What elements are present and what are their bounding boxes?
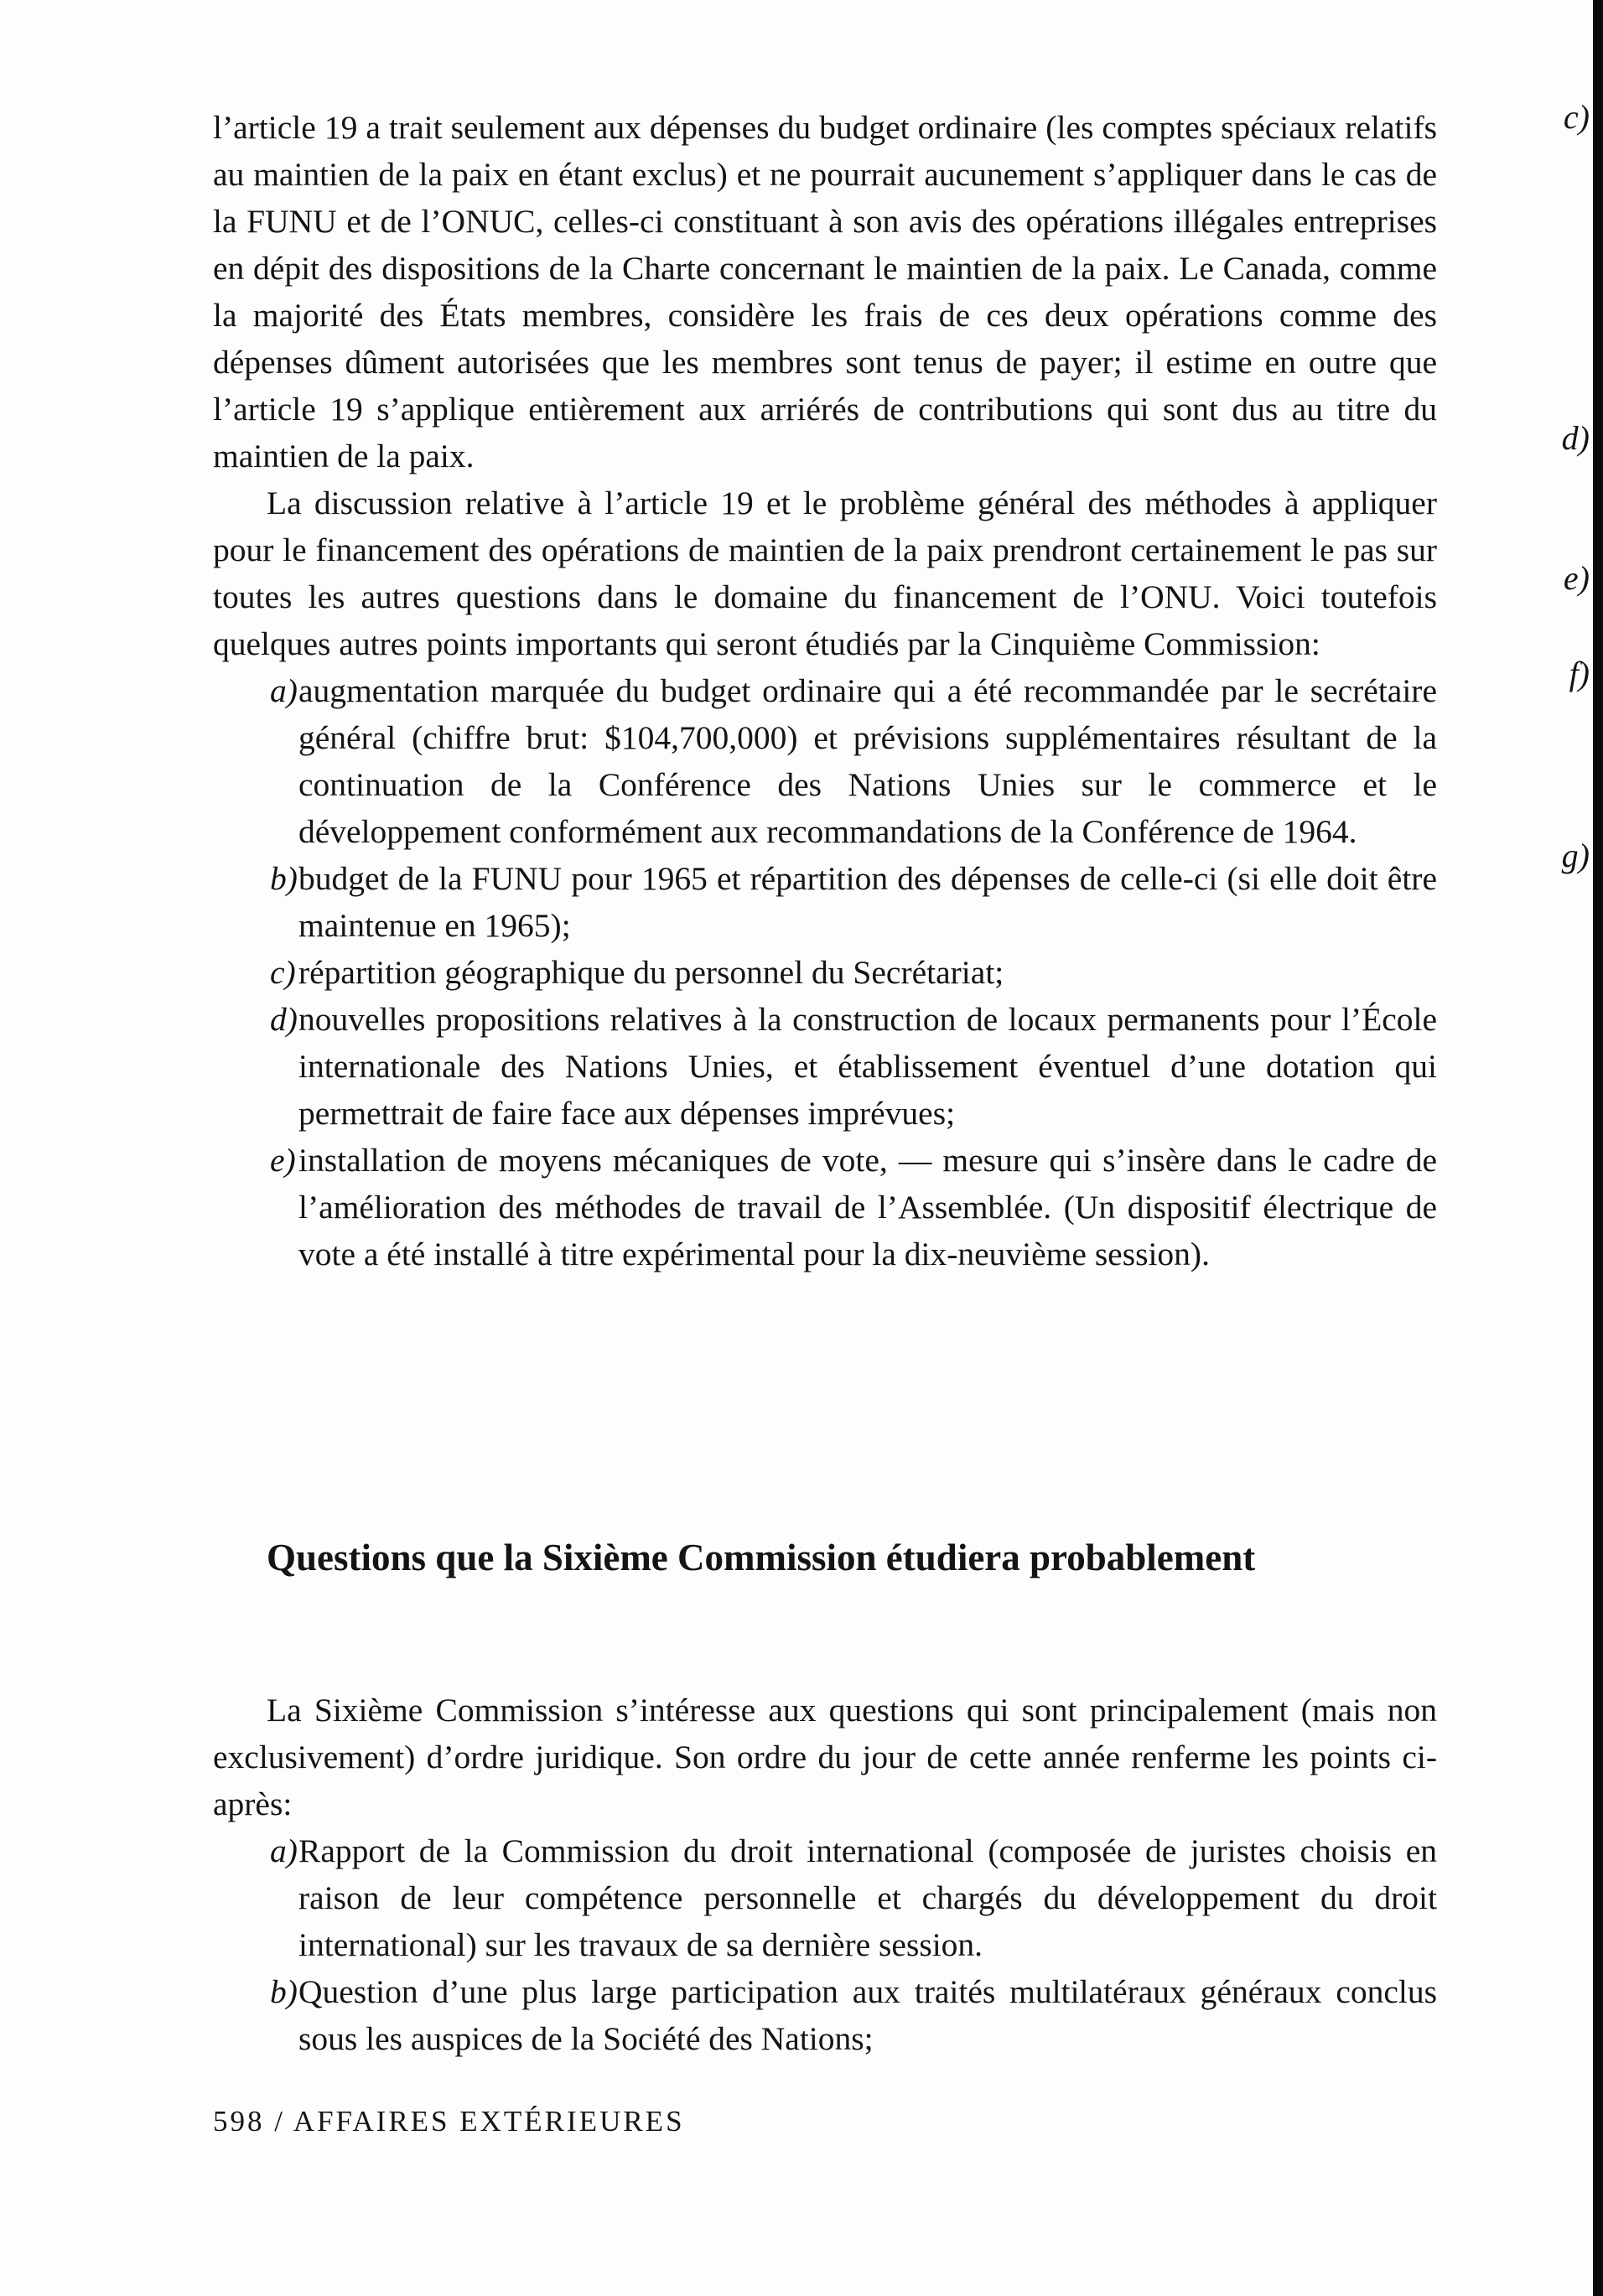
paragraph-sixth-commission-intro: La Sixième Commission s’intéresse aux questions qui sont principalement (mais non exclusivement) d’ordre juridique. Son ordre du jour de cette année renferme les points ci-après:: [213, 1692, 1437, 1822]
item-text: installation de moyens mécaniques de vote, — mesure qui s’insère dans le cadre de l’amélioration des méthodes de travail de l’Assemblée. (Un dispositif électrique de vote a été installé à titre expérimental pour la dix-neuvième session).: [298, 1142, 1437, 1272]
list-item: [213, 1968, 1437, 2062]
list-item: [213, 1137, 1437, 1278]
margin-letter: e): [1563, 559, 1590, 597]
item-marker: b): [270, 1973, 298, 2010]
section-heading: Questions que la Sixième Commission étudiera probablement: [267, 1537, 1256, 1578]
item-marker: e): [270, 1142, 296, 1179]
item-marker: c): [270, 954, 296, 991]
item-text: nouvelles propositions relatives à la construction de locaux permanents pour l’École internationale des Nations Unies, et établissement éventuel d’une dotation qui permettrait de faire face aux dépenses imprévues;: [298, 1001, 1437, 1132]
list-item: [213, 667, 1437, 855]
list-item: [213, 949, 1437, 996]
item-text: Rapport de la Commission du droit international (composée de juristes choisis en raison de leur compétence personnelle et chargés du développement du droit international) sur les travaux de sa dernière session.: [298, 1832, 1437, 1963]
item-marker: a): [270, 1832, 298, 1869]
item-marker: b): [270, 860, 298, 897]
continuation-text: [213, 104, 1437, 1278]
list-item: [213, 1827, 1437, 1968]
list-item: [213, 996, 1437, 1137]
item-marker: a): [270, 672, 298, 709]
item-text: Question d’une plus large participation aux traités multilatéraux généraux conclus sous les auspices de la Société des Nations;: [298, 1973, 1437, 2057]
item-text: augmentation marquée du budget ordinaire qui a été recommandée par le secrétaire général (chiffre brut: $104,700,000) et prévisions supplémentaires résultant de la continuation de la Conférence des Nations Unies sur le commerce et le développement conformément aux recommandations de la Conférence de 1964.: [298, 672, 1437, 850]
paragraph-article-19: l’article 19 a trait seulement aux dépenses du budget ordinaire (les comptes spéciaux relatifs au maintien de la paix en étant exclus) et ne pourrait aucunement s’appliquer dans le cas de la FUNU et de l’ONUC, celles-ci constituant à son avis des opérations illégales entreprises en dépit des dispositions de la Charte concernant le maintien de la paix. Le Canada, comme la majorité des États membres, considère les frais de ces deux opérations comme des dépenses dûment autorisées que les membres sont tenus de payer; il estime en outre que l’article 19 s’applique entièrement aux arriérés de contributions qui sont dus au titre du maintien de la paix.: [213, 109, 1437, 474]
item-marker: d): [270, 1001, 298, 1038]
margin-letter: d): [1561, 419, 1590, 457]
fifth-commission-items: [213, 667, 1437, 1278]
paragraph-financing-discussion: La discussion relative à l’article 19 et le problème général des méthodes à appliquer pour le financement des opérations de maintien de la paix prendront certainement le pas sur toutes les autres questions dans le domaine du financement de l’ONU. Voici toutefois quelques autres points importants qui seront étudiés par la Cinquième Commission:: [213, 485, 1437, 662]
list-item: [213, 855, 1437, 949]
scan-edge-shadow: [1593, 0, 1603, 2296]
item-text: répartition géographique du personnel du Secrétariat;: [298, 954, 1004, 991]
page-footer: 598 / AFFAIRES EXTÉRIEURES: [213, 2105, 685, 2138]
facing-page-margin: [1543, 0, 1590, 2296]
margin-letter: f): [1569, 655, 1590, 692]
sixth-commission-items: [213, 1827, 1437, 2062]
margin-letter: c): [1563, 98, 1590, 136]
margin-letter: g): [1561, 837, 1590, 874]
item-text: budget de la FUNU pour 1965 et répartition des dépenses de celle-ci (si elle doit être maintenue en 1965);: [298, 860, 1437, 944]
sixth-commission-text: [213, 1687, 1437, 2062]
